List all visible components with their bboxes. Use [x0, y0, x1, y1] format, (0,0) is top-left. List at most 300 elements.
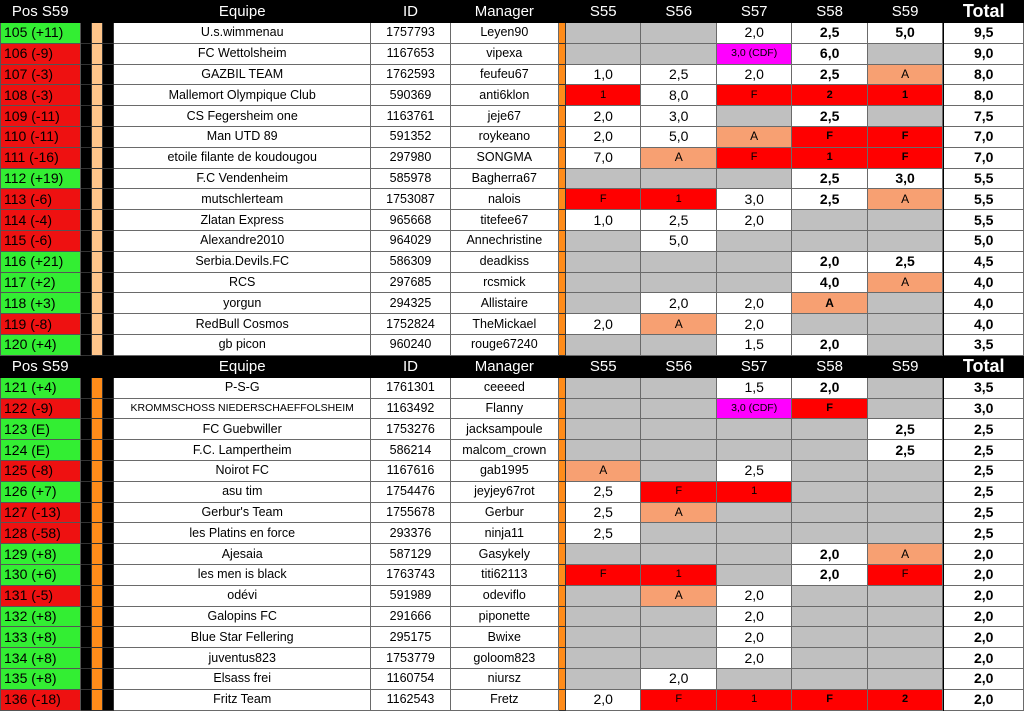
score-s56: 2,5 — [641, 64, 716, 85]
score-s57: 2,0 — [716, 23, 791, 44]
table-row — [1, 293, 1024, 314]
stripe-cell — [102, 334, 113, 355]
position-cell: 107 (-3) — [1, 64, 81, 85]
stripe-cell — [80, 251, 91, 272]
orange-bar — [558, 64, 565, 85]
score-s58: F — [792, 689, 867, 710]
table-row — [1, 419, 1024, 440]
score-s55: 2,5 — [566, 481, 641, 502]
table-row — [1, 648, 1024, 669]
header-s59: S59 — [867, 355, 942, 377]
header-equipe: Equipe — [114, 355, 371, 377]
header-separator — [102, 355, 113, 377]
score-s59 — [867, 43, 942, 64]
score-s57: 2,5 — [716, 460, 791, 481]
position-cell: 111 (-16) — [1, 147, 81, 168]
stripe-cell — [102, 398, 113, 419]
score-s57: 3,0 (CDF) — [716, 398, 791, 419]
score-s58 — [792, 648, 867, 669]
stripe-cell — [102, 648, 113, 669]
stripe-cell — [91, 126, 102, 147]
orange-bar — [558, 126, 565, 147]
score-s59: 2 — [867, 689, 942, 710]
stripe-cell — [91, 606, 102, 627]
header-s56: S56 — [641, 355, 716, 377]
team-id: 1753779 — [371, 648, 451, 669]
manager-name: SONGMA — [450, 147, 558, 168]
table-row — [1, 272, 1024, 293]
score-s56 — [641, 419, 716, 440]
score-s56 — [641, 648, 716, 669]
manager-name: Bwixe — [450, 627, 558, 648]
score-s56: F — [641, 481, 716, 502]
position-cell: 116 (+21) — [1, 251, 81, 272]
score-s55 — [566, 544, 641, 565]
stripe-cell — [80, 293, 91, 314]
orange-bar — [558, 689, 565, 710]
stripe-cell — [91, 189, 102, 210]
manager-name: ninja11 — [450, 523, 558, 544]
orange-bar — [558, 210, 565, 231]
manager-name: gab1995 — [450, 460, 558, 481]
manager-name: anti6klon — [450, 85, 558, 106]
stripe-cell — [80, 147, 91, 168]
score-s57 — [716, 251, 791, 272]
manager-name: jeje67 — [450, 106, 558, 127]
stripe-cell — [102, 272, 113, 293]
team-id: 585978 — [371, 168, 451, 189]
total-score: 2,0 — [944, 668, 1024, 689]
table-row — [1, 689, 1024, 710]
table-row — [1, 106, 1024, 127]
table-row — [1, 85, 1024, 106]
team-id: 1755678 — [371, 502, 451, 523]
ranking-body — [1, 1, 1024, 711]
manager-name: piponette — [450, 606, 558, 627]
table-row — [1, 334, 1024, 355]
score-s55 — [566, 272, 641, 293]
stripe-cell — [80, 585, 91, 606]
stripe-cell — [102, 606, 113, 627]
team-id: 591352 — [371, 126, 451, 147]
team-name: GAZBIL TEAM — [114, 64, 371, 85]
position-cell: 127 (-13) — [1, 502, 81, 523]
score-s55 — [566, 334, 641, 355]
table-row — [1, 668, 1024, 689]
stripe-cell — [102, 440, 113, 461]
stripe-cell — [80, 64, 91, 85]
orange-bar — [558, 334, 565, 355]
header-separator — [91, 1, 102, 23]
total-score: 3,0 — [944, 398, 1024, 419]
score-s56: 5,0 — [641, 126, 716, 147]
team-name: RedBull Cosmos — [114, 314, 371, 335]
header-separator — [80, 355, 91, 377]
stripe-cell — [80, 168, 91, 189]
score-s58: 2,5 — [792, 106, 867, 127]
score-s55: 2,0 — [566, 106, 641, 127]
header-s59: S59 — [867, 1, 942, 23]
orange-bar — [558, 627, 565, 648]
total-score: 2,5 — [944, 502, 1024, 523]
score-s59 — [867, 627, 942, 648]
score-s57 — [716, 440, 791, 461]
position-cell: 134 (+8) — [1, 648, 81, 669]
stripe-cell — [102, 251, 113, 272]
table-row — [1, 314, 1024, 335]
manager-name: titefee67 — [450, 210, 558, 231]
score-s59 — [867, 523, 942, 544]
stripe-cell — [80, 85, 91, 106]
score-s56: A — [641, 585, 716, 606]
table-row — [1, 502, 1024, 523]
score-s55: 2,5 — [566, 502, 641, 523]
team-id: 965668 — [371, 210, 451, 231]
score-s58: 2,5 — [792, 189, 867, 210]
stripe-cell — [80, 377, 91, 398]
manager-name: nalois — [450, 189, 558, 210]
orange-bar — [558, 85, 565, 106]
score-s56 — [641, 460, 716, 481]
table-row — [1, 544, 1024, 565]
stripe-cell — [102, 64, 113, 85]
score-s57 — [716, 502, 791, 523]
stripe-cell — [91, 334, 102, 355]
score-s59: 2,5 — [867, 251, 942, 272]
orange-bar — [558, 314, 565, 335]
score-s55: A — [566, 460, 641, 481]
total-score: 5,0 — [944, 230, 1024, 251]
score-s55 — [566, 668, 641, 689]
stripe-cell — [80, 668, 91, 689]
total-score: 2,0 — [944, 585, 1024, 606]
orange-bar — [558, 251, 565, 272]
team-name: FC Guebwiller — [114, 419, 371, 440]
score-s58: 2,0 — [792, 544, 867, 565]
stripe-cell — [91, 648, 102, 669]
score-s57: 2,0 — [716, 210, 791, 231]
score-s58 — [792, 606, 867, 627]
stripe-cell — [91, 85, 102, 106]
total-score: 9,0 — [944, 43, 1024, 64]
team-id: 1762593 — [371, 64, 451, 85]
position-cell: 112 (+19) — [1, 168, 81, 189]
stripe-cell — [102, 564, 113, 585]
total-score: 2,0 — [944, 544, 1024, 565]
stripe-cell — [80, 106, 91, 127]
table-row — [1, 523, 1024, 544]
manager-name: feufeu67 — [450, 64, 558, 85]
table-row — [1, 126, 1024, 147]
team-name: Alexandre2010 — [114, 230, 371, 251]
stripe-cell — [80, 189, 91, 210]
team-name: Gerbur's Team — [114, 502, 371, 523]
team-id: 1753087 — [371, 189, 451, 210]
score-s55: F — [566, 189, 641, 210]
score-s55: F — [566, 564, 641, 585]
table-row — [1, 147, 1024, 168]
position-cell: 136 (-18) — [1, 689, 81, 710]
header-total: Total — [944, 355, 1024, 377]
team-name: FC Wettolsheim — [114, 43, 371, 64]
stripe-cell — [91, 502, 102, 523]
stripe-cell — [80, 43, 91, 64]
score-s57: 3,0 (CDF) — [716, 43, 791, 64]
stripe-cell — [80, 210, 91, 231]
total-score: 2,0 — [944, 648, 1024, 669]
total-score: 2,5 — [944, 523, 1024, 544]
score-s59 — [867, 502, 942, 523]
team-name: Elsass frei — [114, 668, 371, 689]
stripe-cell — [80, 502, 91, 523]
team-name: etoile filante de koudougou — [114, 147, 371, 168]
score-s56: 8,0 — [641, 85, 716, 106]
score-s56: 1 — [641, 189, 716, 210]
team-name: mutschlerteam — [114, 189, 371, 210]
score-s56 — [641, 377, 716, 398]
stripe-cell — [91, 440, 102, 461]
score-s57 — [716, 106, 791, 127]
team-id: 1753276 — [371, 419, 451, 440]
stripe-cell — [80, 398, 91, 419]
score-s58 — [792, 440, 867, 461]
score-s56: 1 — [641, 564, 716, 585]
score-s56 — [641, 398, 716, 419]
score-s59 — [867, 210, 942, 231]
total-score: 5,5 — [944, 168, 1024, 189]
total-score: 4,0 — [944, 272, 1024, 293]
score-s55: 1,0 — [566, 210, 641, 231]
team-id: 1754476 — [371, 481, 451, 502]
score-s55 — [566, 648, 641, 669]
stripe-cell — [91, 377, 102, 398]
position-cell: 132 (+8) — [1, 606, 81, 627]
team-name: asu tim — [114, 481, 371, 502]
score-s58 — [792, 460, 867, 481]
team-id: 964029 — [371, 230, 451, 251]
total-score: 4,0 — [944, 293, 1024, 314]
manager-name: Leyen90 — [450, 23, 558, 44]
stripe-cell — [102, 85, 113, 106]
score-s59: A — [867, 189, 942, 210]
score-s58: 2,0 — [792, 251, 867, 272]
position-cell: 124 (E) — [1, 440, 81, 461]
header-s57: S57 — [716, 355, 791, 377]
total-score: 4,0 — [944, 314, 1024, 335]
table-row — [1, 627, 1024, 648]
score-s59 — [867, 606, 942, 627]
orange-bar — [558, 272, 565, 293]
stripe-cell — [102, 419, 113, 440]
manager-name: rcsmick — [450, 272, 558, 293]
stripe-cell — [91, 668, 102, 689]
stripe-cell — [91, 106, 102, 127]
team-id: 591989 — [371, 585, 451, 606]
manager-name: jacksampoule — [450, 419, 558, 440]
score-s59: 2,5 — [867, 440, 942, 461]
position-cell: 126 (+7) — [1, 481, 81, 502]
score-s59 — [867, 334, 942, 355]
score-s57: 1,5 — [716, 377, 791, 398]
stripe-cell — [91, 398, 102, 419]
manager-name: niursz — [450, 668, 558, 689]
stripe-cell — [102, 293, 113, 314]
orange-bar — [558, 419, 565, 440]
stripe-cell — [80, 564, 91, 585]
score-s55 — [566, 251, 641, 272]
stripe-cell — [91, 210, 102, 231]
orange-bar — [558, 648, 565, 669]
team-id: 1763743 — [371, 564, 451, 585]
score-s57: 2,0 — [716, 627, 791, 648]
header-s56: S56 — [641, 1, 716, 23]
stripe-cell — [80, 314, 91, 335]
manager-name: Allistaire — [450, 293, 558, 314]
team-name: KROMMSCHOSS NIEDERSCHAEFFOLSHEIM — [114, 398, 371, 419]
team-name: F.C Vendenheim — [114, 168, 371, 189]
stripe-cell — [80, 627, 91, 648]
score-s57: 3,0 — [716, 189, 791, 210]
stripe-cell — [102, 147, 113, 168]
score-s57: F — [716, 147, 791, 168]
orange-bar — [558, 23, 565, 44]
score-s55 — [566, 585, 641, 606]
stripe-cell — [102, 460, 113, 481]
stripe-cell — [91, 147, 102, 168]
stripe-cell — [80, 648, 91, 669]
team-name: gb picon — [114, 334, 371, 355]
stripe-cell — [102, 627, 113, 648]
score-s58 — [792, 314, 867, 335]
score-s55: 2,0 — [566, 314, 641, 335]
manager-name: jeyjey67rot — [450, 481, 558, 502]
stripe-cell — [102, 523, 113, 544]
team-name: Fritz Team — [114, 689, 371, 710]
team-id: 587129 — [371, 544, 451, 565]
manager-name: Flanny — [450, 398, 558, 419]
score-s58 — [792, 668, 867, 689]
score-s56 — [641, 23, 716, 44]
manager-name: ceeeed — [450, 377, 558, 398]
score-s56 — [641, 544, 716, 565]
score-s59 — [867, 293, 942, 314]
score-s58: F — [792, 126, 867, 147]
score-s55 — [566, 440, 641, 461]
score-s58 — [792, 502, 867, 523]
score-s57: F — [716, 85, 791, 106]
position-cell: 106 (-9) — [1, 43, 81, 64]
score-s58 — [792, 230, 867, 251]
team-name: les men is black — [114, 564, 371, 585]
score-s57: 2,0 — [716, 293, 791, 314]
score-s59: F — [867, 147, 942, 168]
manager-name: Fretz — [450, 689, 558, 710]
team-name: Blue Star Fellering — [114, 627, 371, 648]
total-score: 2,5 — [944, 440, 1024, 461]
score-s56: 2,0 — [641, 668, 716, 689]
stripe-cell — [91, 460, 102, 481]
stripe-cell — [102, 168, 113, 189]
manager-name: TheMickael — [450, 314, 558, 335]
score-s59: 3,0 — [867, 168, 942, 189]
table-row — [1, 398, 1024, 419]
team-name: odévi — [114, 585, 371, 606]
manager-name: roykeano — [450, 126, 558, 147]
manager-name: vipexa — [450, 43, 558, 64]
team-id: 1167616 — [371, 460, 451, 481]
position-cell: 122 (-9) — [1, 398, 81, 419]
score-s55 — [566, 230, 641, 251]
score-s59 — [867, 648, 942, 669]
score-s57: A — [716, 126, 791, 147]
stripe-cell — [80, 440, 91, 461]
stripe-cell — [80, 23, 91, 44]
header-pos: Pos S59 — [1, 1, 81, 23]
score-s59 — [867, 398, 942, 419]
team-id: 1163761 — [371, 106, 451, 127]
total-score: 2,0 — [944, 606, 1024, 627]
stripe-cell — [80, 460, 91, 481]
score-s58: 2,5 — [792, 168, 867, 189]
orange-bar — [558, 189, 565, 210]
stripe-cell — [91, 523, 102, 544]
team-name: P-S-G — [114, 377, 371, 398]
orange-bar — [558, 293, 565, 314]
table-row — [1, 64, 1024, 85]
position-cell: 123 (E) — [1, 419, 81, 440]
score-s56 — [641, 627, 716, 648]
team-id: 1167653 — [371, 43, 451, 64]
team-id: 1163492 — [371, 398, 451, 419]
position-cell: 118 (+3) — [1, 293, 81, 314]
score-s55 — [566, 419, 641, 440]
team-id: 586309 — [371, 251, 451, 272]
score-s58 — [792, 481, 867, 502]
score-s59: 1 — [867, 85, 942, 106]
manager-name: malcom_crown — [450, 440, 558, 461]
orange-bar — [558, 502, 565, 523]
total-score: 2,5 — [944, 419, 1024, 440]
stripe-cell — [91, 564, 102, 585]
position-cell: 113 (-6) — [1, 189, 81, 210]
position-cell: 119 (-8) — [1, 314, 81, 335]
header-s58: S58 — [792, 1, 867, 23]
orange-bar — [558, 440, 565, 461]
score-s55: 7,0 — [566, 147, 641, 168]
stripe-cell — [80, 126, 91, 147]
position-cell: 130 (+6) — [1, 564, 81, 585]
team-name: F.C. Lampertheim — [114, 440, 371, 461]
stripe-cell — [91, 544, 102, 565]
manager-name: Gasykely — [450, 544, 558, 565]
team-id: 295175 — [371, 627, 451, 648]
score-s56 — [641, 606, 716, 627]
score-s59 — [867, 460, 942, 481]
stripe-cell — [102, 126, 113, 147]
score-s55: 2,5 — [566, 523, 641, 544]
score-s58: 2,0 — [792, 377, 867, 398]
header-s58: S58 — [792, 355, 867, 377]
total-score: 3,5 — [944, 377, 1024, 398]
score-s56 — [641, 168, 716, 189]
score-s56 — [641, 523, 716, 544]
score-s58: A — [792, 293, 867, 314]
team-name: Serbia.Devils.FC — [114, 251, 371, 272]
team-name: CS Fegersheim one — [114, 106, 371, 127]
table-row — [1, 251, 1024, 272]
manager-name: Bagherra67 — [450, 168, 558, 189]
team-name: RCS — [114, 272, 371, 293]
